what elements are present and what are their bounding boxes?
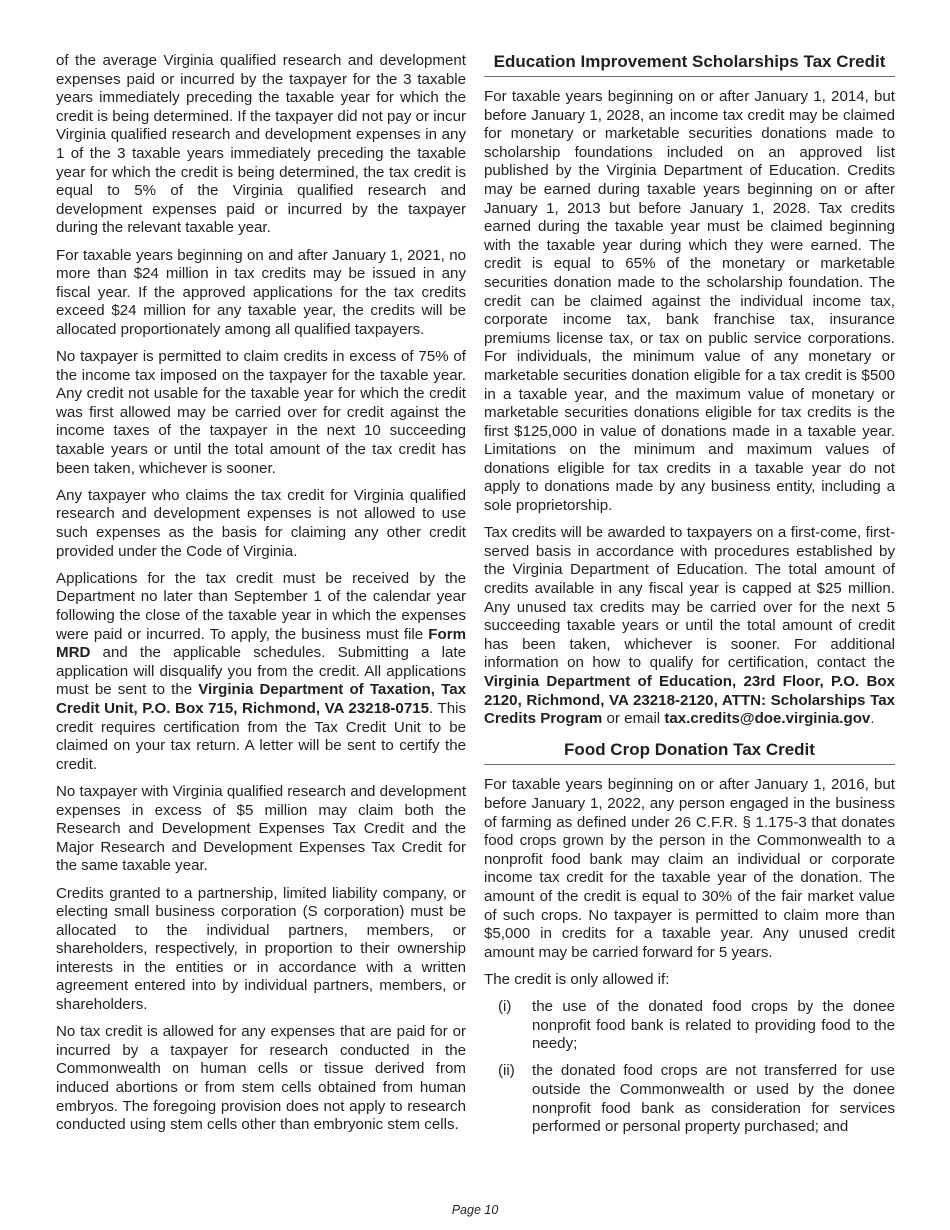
rd-paragraph-7: Credits granted to a partnership, limited liability company, or electing small business corporation (S corporation) must be allocated to the individual partners, members, or shareholders, respectively, in proportion to their ownership interests in the entities or in accordance with a written agreement entered into by individual partners, members, or shareholders. (56, 884, 466, 1014)
education-paragraph-2 (484, 524, 895, 729)
rd-p5-text-3: . This credit requires certification from the Tax Credit Unit to be claimed on your tax return. A letter will be sent to certify the credit. (56, 699, 466, 773)
education-paragraph-1: For taxable years beginning on or after January 1, 2014, but before January 1, 2028, an income tax credit may be claimed for monetary or marketable securities donations made to scholarship foundations included on an approved list published by the Virginia Department of Education. Credits may be earned during taxable years beginning on or after January 1, 2013 but before January 1, 2028. Tax credits earned during the taxable year must be claimed beginning with the taxable year during which they were earned. The credit is equal to 65% of the monetary or marketable securities donation made to the scholarship foundation. The credit can be claimed against the individual income tax, corporate income tax, bank franchise tax, insurance premiums license tax, or tax on public service corporations. For individuals, the minimum value of any monetary or marketable securities donation eligible for a tax credit is $500 in a taxable year, and the maximum value of monetary or marketable securities donations eligible for tax credits is the first $125,000 in value of donations made in a taxable year. Limitations on the minimum and maximum values of donations eligible for tax credits in a taxable year do not apply to donations made by any business entity, including a sole proprietorship. (484, 88, 895, 515)
conditions-list (484, 998, 895, 1137)
food-paragraph-1: For taxable years beginning on or after January 1, 2016, but before January 1, 2022, any person engaged in the business of farming as defined under 26 C.F.R. § 1.175-3 that donates food crops grown by the person in the Commonwealth to a nonprofit food bank may claim an individual or corporate income tax credit for the taxable year of the donation. The amount of the credit is equal to 30% of the fair market value of such crops. No taxpayer is permitted to claim more than $5,000 in credits for a taxable year. Any unused credit amount may be carried forward for 5 years. (484, 776, 895, 961)
page-number: Page 10 (451, 1203, 499, 1217)
doe-address: Virginia Department of Education, 23rd Floor, P.O. Box 2120, Richmond, VA 23218-2120, ATTN: Scholarships Tax Credits Program (484, 673, 895, 728)
tax-credit-unit-address: Virginia Department of Taxation, Tax Credit Unit, P.O. Box 715, Richmond, VA 23218-0715 (56, 681, 466, 717)
condition-item (484, 998, 895, 1054)
rd-paragraph-4: Any taxpayer who claims the tax credit for Virginia qualified research and development expenses is not allowed to use such expenses as the basis for claiming any other credit provided under the Code of Virginia. (56, 486, 466, 560)
rd-paragraph-3: No taxpayer is permitted to claim credits in excess of 75% of the income tax imposed on the taxpayer for the taxable year. Any credit not usable for the taxable year for which the credit was first allowed may be carried over for credit against the income taxes of the taxpayer in the next 10 succeeding taxable years or until the total amount of the tax credit has been taken, whichever is sooner. (56, 348, 466, 477)
left-column (56, 52, 466, 1143)
education-p2-text-1: Tax credits will be awarded to taxpayers on a first-come, first-served basis in accordance with procedures established by the Virginia Department of Education. The total amount of credits available in any fiscal year is capped at $25 million. Any unused tax credits may be carried over for the next 5 succeeding taxable years or until the total amount of credit has been taken, whichever is sooner. For additional information on how to qualify for certification, contact the (484, 524, 895, 672)
form-mrd-reference: Form MRD (56, 625, 466, 662)
rd-paragraph-2: For taxable years beginning on and after January 1, 2021, no more than $24 million in tax credits may be issued in any fiscal year. If the approved applications for the tax credits exceed $24 million for any taxable year, the credits will be allocated proportionately among all qualified taxpayers. (56, 246, 466, 338)
condition-item (484, 1062, 895, 1136)
education-section-heading: Education Improvement Scholarships Tax Credit (484, 52, 895, 77)
food-paragraph-2: The credit is only allowed if: (484, 970, 670, 988)
rd-paragraph-8: No tax credit is allowed for any expenses that are paid for or incurred by a taxpayer for research conducted in the Commonwealth on human cells or tissue derived from induced abortions or from stem cells obtained from human embryos. The foregoing provision does not apply to research conducted using stem cells other than embryonic stem cells. (56, 1023, 466, 1134)
condition-marker: (ii) (498, 1062, 515, 1080)
education-p2-text-3: . (870, 710, 875, 728)
rd-p5-text-1: Applications for the tax credit must be received by the Department no later than September 1 of the calendar year following the close of the taxable year in which the expenses were paid or incurred. To apply, the business must file (56, 569, 466, 643)
rd-paragraph-5 (56, 570, 466, 775)
food-section-heading: Food Crop Donation Tax Credit (484, 740, 895, 765)
condition-text: the donated food crops are not transferred for use outside the Commonwealth or used by the donee nonprofit food bank as consideration for services performed or personal property purchased; and (532, 1062, 895, 1136)
rd-paragraph-1: of the average Virginia qualified research and development expenses paid or incurred by the taxpayer for the 3 taxable years immediately preceding the taxable year for which the credit is being determined. If the taxpayer did not pay or incur Virginia qualified research and development expenses in any 1 of the 3 taxable years immediately preceding the taxable year for which the credit is being determined, the tax credit is equal to 5% of the Virginia qualified research and development expenses paid or incurred by the taxpayer during the relevant taxable year. (56, 52, 466, 237)
condition-text: the use of the donated food crops by the donee nonprofit food bank is related to providing food to the needy; (532, 998, 895, 1053)
education-p2-text-2: or email (602, 710, 665, 728)
rd-paragraph-6: No taxpayer with Virginia qualified research and development expenses in excess of $5 million may claim both the Research and Development Expenses Tax Credit and the Major Research and Development Expenses Tax Credit for the same taxable year. (56, 782, 467, 875)
right-column (484, 52, 895, 1145)
rd-p5-text-2: and the applicable schedules. Submitting a late application will disqualify you from the credit. All applications must be sent to the (56, 644, 466, 699)
doe-email: tax.credits@doe.virginia.gov (664, 710, 871, 728)
condition-marker: (i) (498, 998, 512, 1016)
